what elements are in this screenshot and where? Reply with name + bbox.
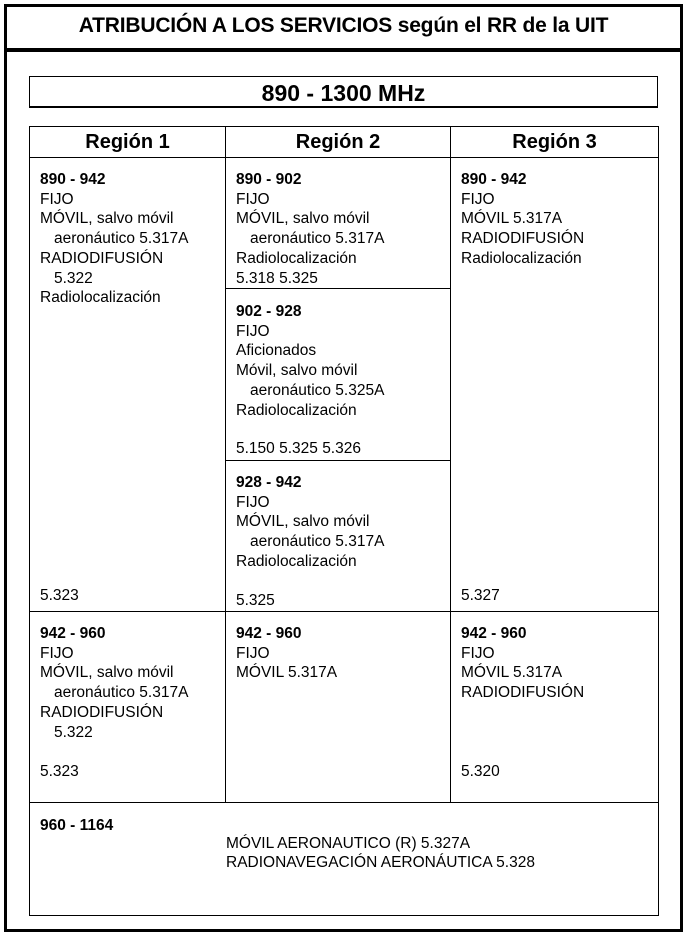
service-line: FIJO [40,190,74,208]
row-divider-1 [30,611,658,612]
service-line: aeronáutico 5.325A [250,381,385,399]
service-line: RADIODIFUSIÓN [461,684,585,702]
service-line: Radiolocalización [461,249,582,267]
region-3-header: Región 3 [512,130,597,153]
service-line: MÓVIL AERONAUTICO (R) 5.327A [226,834,471,852]
r2-subdivider-2 [225,460,450,461]
frequency-range: 928 - 942 [236,474,302,491]
service-line: MÓVIL, salvo móvil [40,664,174,682]
cell-r2-928-942 [226,473,450,610]
frequency-range: 902 - 928 [236,303,302,320]
frequency-range: 890 - 942 [40,171,106,188]
frequency-range: 942 - 960 [40,625,106,642]
service-line: aeronáutico 5.317A [54,684,189,702]
service-line: MÓVIL 5.317A [461,664,563,682]
footnote: 5.327 [461,587,500,604]
footnote: 5.150 5.325 5.326 [236,440,361,457]
region-2-header: Región 2 [295,130,381,153]
service-line: FIJO [236,190,270,208]
allocation-table [29,126,659,916]
service-line: RADIODIFUSIÓN [40,249,164,267]
service-line: MÓVIL, salvo móvil [236,513,370,531]
frequency-range: 890 - 942 [461,171,527,188]
row-divider-2 [30,802,658,803]
cell-r1-890-942 [30,170,225,610]
service-line: FIJO [236,493,270,511]
service-line: Radiolocalización [236,249,357,267]
service-line: aeronáutico 5.317A [250,230,385,248]
cell-r2-902-928 [226,302,450,459]
frequency-range: 942 - 960 [461,625,527,642]
service-line: 5.322 [54,723,93,741]
service-line: FIJO [40,644,74,662]
frequency-band-title: 890 - 1300 MHz [29,76,658,108]
service-line: aeronáutico 5.317A [54,230,189,248]
service-line: Móvil, salvo móvil [236,362,358,380]
cell-r3-942-960 [451,624,658,801]
service-line: Aficionados [236,342,317,360]
footnote: 5.323 [40,587,79,604]
frequency-range: 960 - 1164 [40,817,114,834]
cell-r3-890-942 [451,170,658,610]
footnote: 5.323 [40,763,79,780]
service-line: 5.322 [54,269,93,287]
service-line: MÓVIL, salvo móvil [40,210,174,228]
frequency-range: 942 - 960 [236,625,302,642]
service-line: MÓVIL 5.317A [461,210,563,228]
service-line: RADIODIFUSIÓN [40,703,164,721]
service-line: Radiolocalización [40,289,161,307]
cell-r1-942-960 [30,624,225,801]
service-line: MÓVIL 5.317A [236,664,338,682]
frequency-range: 890 - 902 [236,171,302,188]
cell-r2-890-902 [226,170,450,287]
service-line: aeronáutico 5.317A [250,533,385,551]
service-line: MÓVIL, salvo móvil [236,210,370,228]
cell-r2-942-960 [226,624,450,801]
service-line: RADIONAVEGACIÓN AERONÁUTICA 5.328 [226,854,535,872]
service-line: Radiolocalización [236,552,357,570]
service-line: RADIODIFUSIÓN [461,230,585,248]
page-title: ATRIBUCIÓN A LOS SERVICIOS según el RR de la UIT [4,4,683,52]
service-line: FIJO [461,644,495,662]
cell-all-960-1164 [30,816,658,915]
footnote: 5.320 [461,763,500,780]
service-line: FIJO [236,322,270,340]
service-line: Radiolocalización [236,401,357,419]
footnote: 5.325 [236,592,275,609]
service-line: FIJO [236,644,270,662]
region-1-header: Región 1 [85,130,170,153]
service-line: 5.318 5.325 [236,269,318,287]
header-divider [30,157,658,158]
service-line: FIJO [461,190,495,208]
